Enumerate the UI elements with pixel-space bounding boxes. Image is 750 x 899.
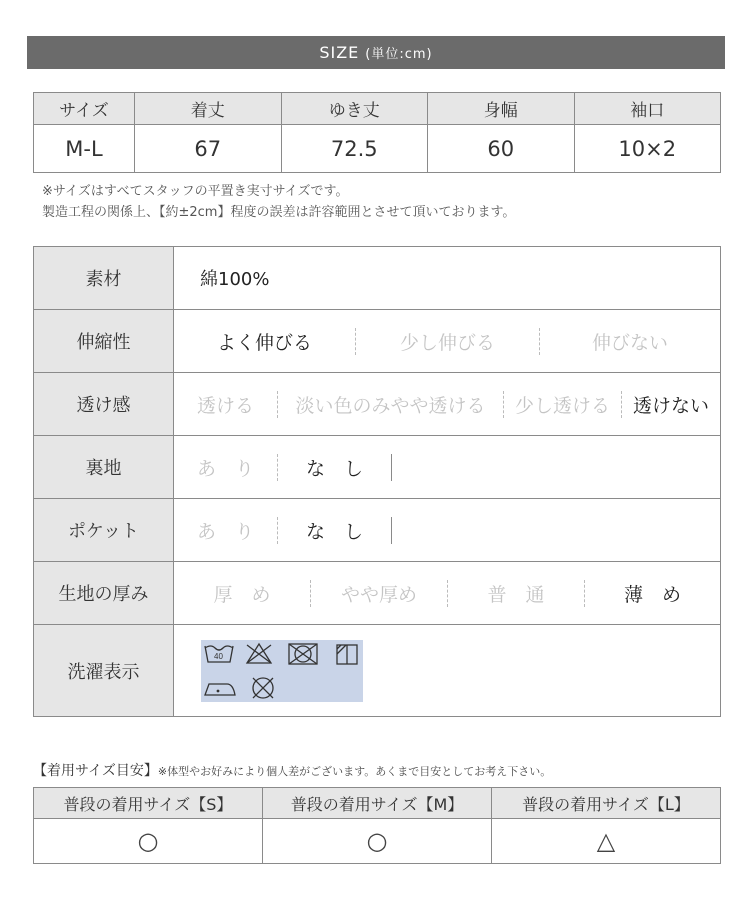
table-row: [34, 819, 721, 864]
sheer-label: 透け感: [34, 373, 174, 436]
fit-value-s: ○: [34, 819, 263, 864]
stretch-option-very: よく伸びる: [174, 328, 356, 355]
thickness-row: [34, 562, 721, 625]
stretch-row: [34, 310, 721, 373]
length-cell: 67: [135, 125, 282, 173]
stretch-option-none: 伸びない: [591, 331, 668, 354]
material-row: [34, 247, 721, 310]
size-note-1: ※サイズはすべてスタッフの平置き実寸サイズです。: [42, 184, 349, 199]
pocket-options: [174, 499, 721, 562]
width-col-header: 身幅: [428, 93, 575, 125]
size-table-header-row: [34, 93, 721, 125]
fit-header-l: 普段の着用サイズ【L】: [492, 788, 721, 819]
size-header: [27, 36, 725, 69]
lining-label: 裏地: [34, 436, 174, 499]
wash-temp-label: 40: [214, 651, 223, 661]
sheer-option-light-colors: 淡い色のみやや透ける: [278, 391, 504, 418]
sleeve-length-col-header: ゆき丈: [281, 93, 428, 125]
thickness-options: [174, 562, 721, 625]
pocket-label: ポケット: [34, 499, 174, 562]
no-dry-clean-icon: [253, 678, 273, 698]
no-bleach-icon: [247, 644, 271, 663]
fit-value-m: ○: [263, 819, 492, 864]
size-table: [33, 92, 721, 173]
fit-header-m: 普段の着用サイズ【M】: [263, 788, 492, 819]
thickness-label: 生地の厚み: [34, 562, 174, 625]
material-value: 綿100%: [200, 269, 270, 290]
sheer-options: [174, 373, 721, 436]
thickness-option-thin: 薄 め: [623, 583, 681, 606]
spec-table: [33, 246, 721, 717]
sheer-option-none: 透けない: [632, 394, 709, 417]
line-dry-shade-icon: [337, 645, 357, 664]
size-cell: M-L: [34, 125, 135, 173]
sheer-row: [34, 373, 721, 436]
sheer-option-sheer: 透ける: [174, 391, 278, 418]
thickness-option-normal: 普 通: [448, 580, 585, 607]
stretch-options: [174, 310, 721, 373]
material-value-cell: [174, 247, 721, 310]
stretch-label: 伸縮性: [34, 310, 174, 373]
fit-guide-note: ※体型やお好みにより個人差がございます。あくまで目安としてお考え下さい。: [157, 765, 552, 778]
length-col-header: 着丈: [135, 93, 282, 125]
lining-option-no: な し: [278, 454, 392, 481]
fit-guide-title: [33, 760, 551, 780]
pocket-row: [34, 499, 721, 562]
width-cell: 60: [428, 125, 575, 173]
pocket-option-yes: あ り: [174, 517, 278, 544]
cuff-col-header: 袖口: [574, 93, 721, 125]
iron-low-icon: [205, 684, 235, 695]
size-unit: (単位:cm): [365, 47, 433, 62]
lining-options: [174, 436, 721, 499]
wash-label: 洗濯表示: [34, 625, 174, 717]
thickness-option-slightly-thick: やや厚め: [311, 580, 448, 607]
thickness-option-thick: 厚 め: [174, 580, 311, 607]
fit-value-l: △: [492, 819, 721, 864]
table-row: [34, 125, 721, 173]
material-label: 素材: [34, 247, 174, 310]
wash-cell: [174, 625, 721, 717]
size-note-2: 製造工程の関係上、【約±2cm】程度の誤差は許容範囲とさせて頂いております。: [42, 205, 516, 220]
iron-dot: [217, 689, 220, 692]
fit-guide-heading: 【着用サイズ目安】: [33, 763, 158, 779]
lining-option-yes: あ り: [174, 454, 278, 481]
fit-table: [33, 787, 721, 864]
fit-table-header-row: [34, 788, 721, 819]
wash-row: [34, 625, 721, 717]
sheer-option-slight: 少し透ける: [504, 391, 622, 418]
stretch-option-slight: 少し伸びる: [356, 328, 540, 355]
fit-header-s: 普段の着用サイズ【S】: [34, 788, 263, 819]
size-title: SIZE: [319, 43, 360, 62]
size-col-header: サイズ: [34, 93, 135, 125]
cuff-cell: 10×2: [574, 125, 721, 173]
wash-symbols: [201, 640, 363, 702]
no-tumble-dry-icon: [289, 644, 317, 664]
lining-row: [34, 436, 721, 499]
pocket-option-no: な し: [278, 517, 392, 544]
sleeve-length-cell: 72.5: [281, 125, 428, 173]
